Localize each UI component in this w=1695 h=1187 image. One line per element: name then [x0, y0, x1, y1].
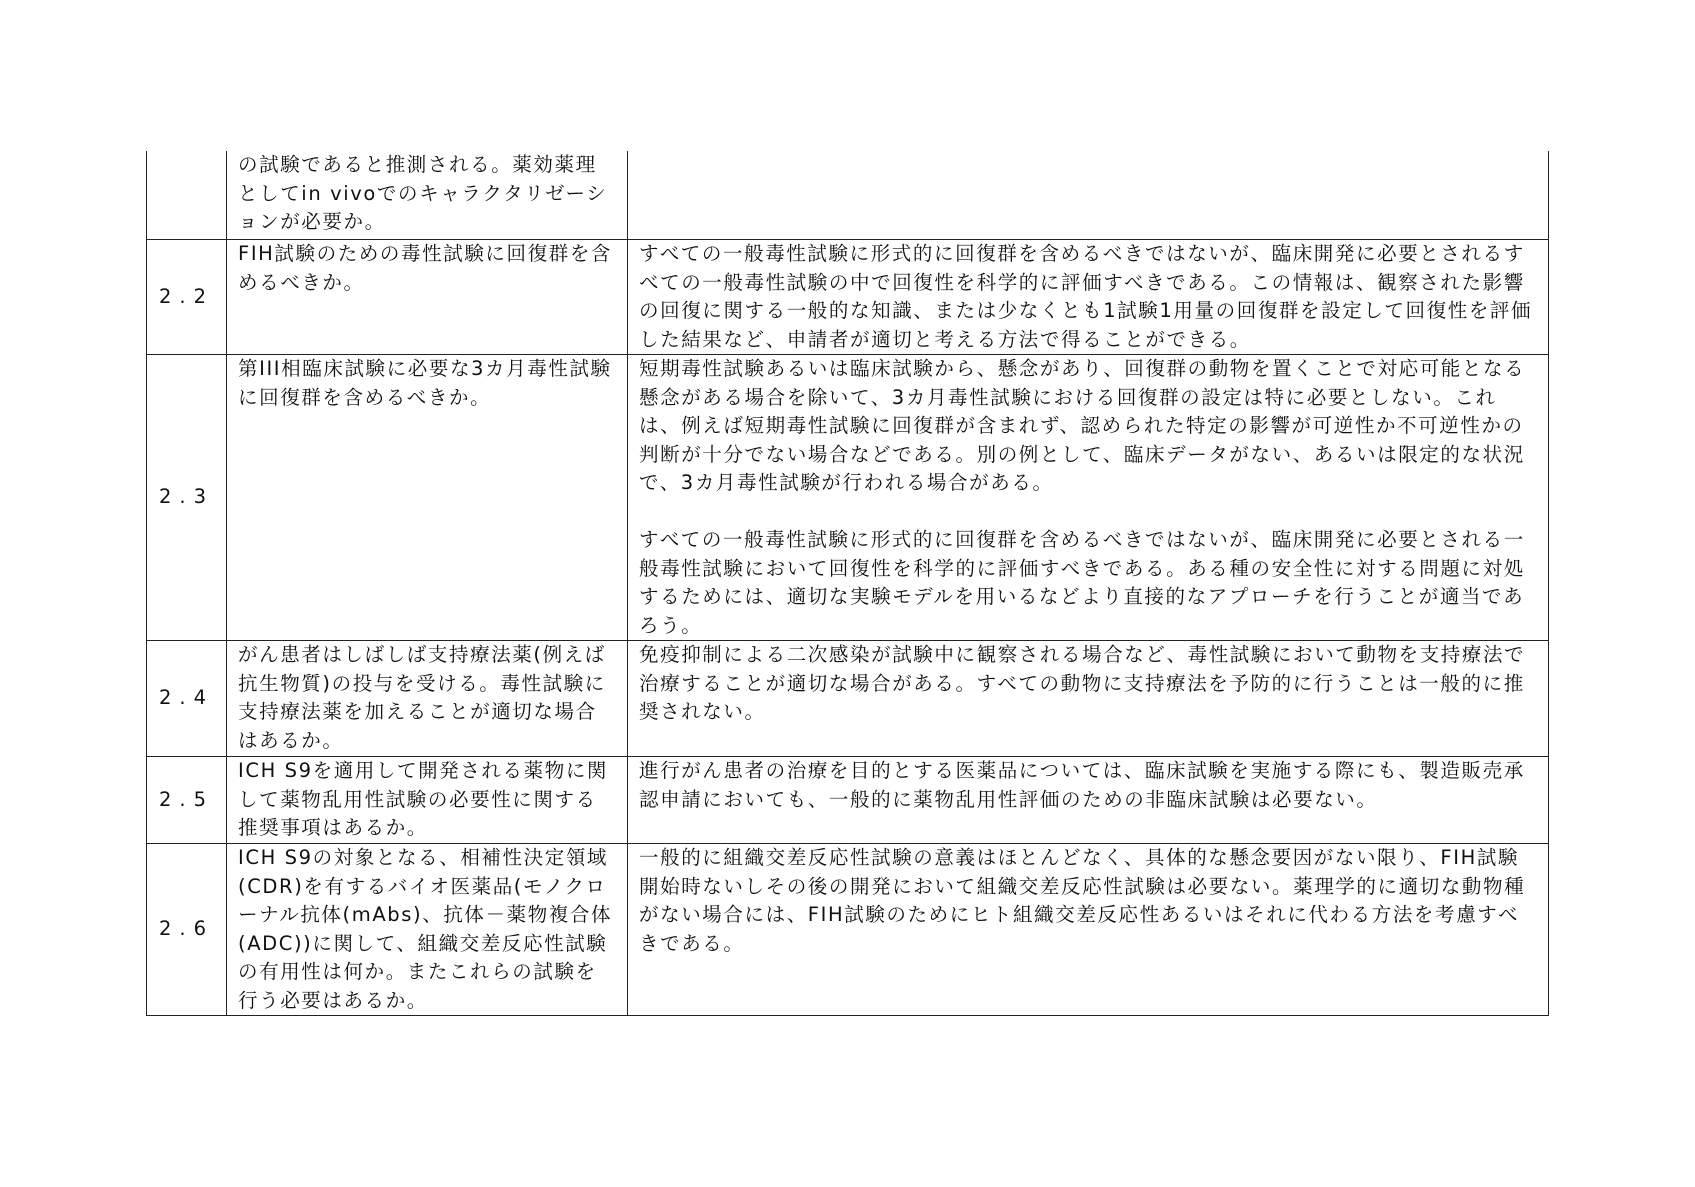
table-row	[147, 757, 1549, 844]
question-cell: ICH S9を適用して開発される薬物に関して薬物乱用性試験の必要性に関する推奨事項はあるか。	[227, 757, 628, 844]
answer-paragraph: すべての一般毒性試験に形式的に回復群を含めるべきではないが、臨床開発に必要とされる一般毒性試験において回復性を科学的に評価すべきである。ある種の安全性に対する問題に対処するためには、適切な実験モデルを用いるなどより直接的なアプローチを行うことが適当であろう。	[639, 528, 1525, 637]
answer-cell	[628, 844, 1549, 1016]
answer-paragraph: 免疫抑制による二次感染が試験中に観察される場合など、毒性試験において動物を支持療法で治療することが適切な場合がある。すべての動物に支持療法を予防的に行うことは一般的に推奨されない。	[639, 643, 1526, 723]
qa-table	[146, 151, 1549, 1016]
answer-paragraph: 一般的に組織交差反応性試験の意義はほとんどなく、具体的な懸念要因がない限り、FIH試験開始時ないしその後の開発において組織交差反応性試験は必要ない。薬理学的に適切な動物種がない場合には、FIH試験のためにヒト組織交差反応性あるいはそれに代わる方法を考慮すべきである。	[639, 846, 1526, 955]
answer-cell	[628, 355, 1549, 641]
question-cell: がん患者はしばしば支持療法薬(例えば抗生物質)の投与を受ける。毒性試験に支持療法薬を加えることが適切な場合はあるか。	[227, 641, 628, 757]
row-number: 2.6	[147, 844, 227, 1016]
table-row	[147, 151, 1549, 240]
table-row	[147, 844, 1549, 1016]
answer-paragraph: 進行がん患者の治療を目的とする医薬品については、臨床試験を実施する際にも、製造販売承認申請においても、一般的に薬物乱用性評価のための非臨床試験は必要ない。	[639, 759, 1525, 811]
answer-cell	[628, 757, 1549, 844]
answer-cell	[628, 641, 1549, 757]
row-number: 2.4	[147, 641, 227, 757]
question-cell: 第III相臨床試験に必要な3カ月毒性試験に回復群を含めるべきか。	[227, 355, 628, 641]
row-number: 2.5	[147, 757, 227, 844]
question-cell: FIH試験のための毒性試験に回復群を含めるべきか。	[227, 240, 628, 355]
table-row	[147, 240, 1549, 355]
row-number: 2.3	[147, 355, 227, 641]
answer-paragraph: すべての一般毒性試験に形式的に回復群を含めるべきではないが、臨床開発に必要とされるすべての一般毒性試験の中で回復性を科学的に評価すべきである。この情報は、観察された影響の回復に関する一般的な知識、または少なくとも1試験1用量の回復群を設定して回復性を評価した結果など、申請者が適切と考える方法で得ることができる。	[639, 242, 1533, 351]
question-cell: ICH S9の対象となる、相補性決定領域(CDR)を有するバイオ医薬品(モノクローナル抗体(mAbs)、抗体－薬物複合体(ADC))に関して、組織交差反応性試験の有用性は何か。またこれらの試験を行う必要はあるか。	[227, 844, 628, 1016]
table-row	[147, 641, 1549, 757]
row-number: 2.2	[147, 240, 227, 355]
paragraph-gap	[639, 498, 1538, 527]
answer-paragraph: 短期毒性試験あるいは臨床試験から、懸念があり、回復群の動物を置くことで対応可能となる懸念がある場合を除いて、3カ月毒性試験における回復群の設定は特に必要としない。これは、例えば短期毒性試験に回復群が含まれず、認められた特定の影響が可逆性か不可逆性かの判断が十分でない場合などである。別の例として、臨床データがない、あるいは限定的な状況で、3カ月毒性試験が行われる場合がある。	[639, 357, 1526, 494]
row-number	[147, 151, 227, 240]
answer-cell	[628, 240, 1549, 355]
table-row	[147, 355, 1549, 641]
answer-cell	[628, 151, 1549, 240]
question-cell: の試験であると推測される。薬効薬理としてin vivoでのキャラクタリゼーションが必要か。	[227, 151, 628, 240]
